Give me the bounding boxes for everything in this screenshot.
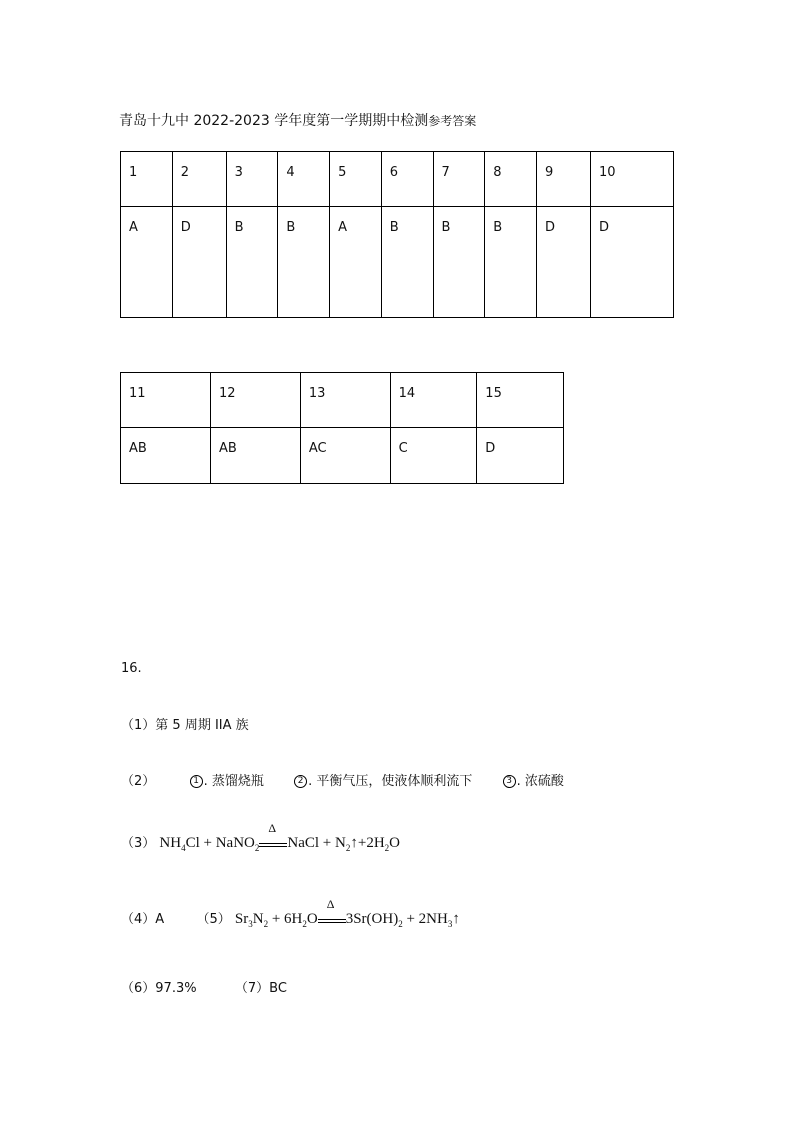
answer-cell: B [485, 207, 537, 318]
answer-row [121, 207, 674, 318]
answer-row [121, 428, 564, 484]
answer-16-part-6-7 [121, 977, 287, 996]
answer-cell: B [381, 207, 433, 318]
product: NaCl + N [287, 835, 346, 851]
question-number: 10 [591, 152, 674, 207]
answer-16-part-2 [121, 770, 564, 789]
subscript: 2 [345, 843, 351, 853]
sub-item-2 [294, 774, 472, 789]
title-suffix: 参考答案 [428, 114, 477, 128]
answer-cell: A [121, 207, 173, 318]
reactant: Cl + NaNO [185, 835, 255, 851]
subscript: 4 [181, 843, 186, 853]
answer-cell: C [390, 428, 477, 484]
question-number: 6 [381, 152, 433, 207]
question-number: 11 [121, 373, 211, 428]
answer-cell: B [433, 207, 485, 318]
circled-number-icon: 2 [294, 775, 307, 788]
part-text: BC [269, 981, 287, 996]
part-text: 97.3% [155, 981, 197, 996]
equation-3 [159, 820, 400, 853]
question-number: 5 [330, 152, 382, 207]
answer-cell: D [477, 428, 564, 484]
reactant: NH [159, 835, 182, 851]
delta-symbol: Δ [326, 896, 335, 911]
answer-table-2 [120, 372, 564, 484]
reactant: O [306, 911, 318, 927]
question-number: 8 [485, 152, 537, 207]
answer-cell: AC [300, 428, 390, 484]
subscript: 2 [254, 843, 260, 853]
document-title [119, 110, 476, 130]
part-label: （4） [121, 912, 156, 927]
reactant: N [252, 911, 264, 927]
part-label: （1） [121, 718, 156, 733]
answer-cell: B [278, 207, 330, 318]
reactant: + 6H [268, 911, 303, 927]
subscript: 2 [263, 919, 269, 929]
answer-16-part-3 [121, 820, 400, 853]
reactant: Sr [234, 911, 249, 927]
equation-5 [234, 896, 460, 929]
answer-cell: D [591, 207, 674, 318]
question-number: 4 [278, 152, 330, 207]
subscript: 2 [384, 843, 390, 853]
sub-item-3 [503, 774, 564, 789]
subscript: 2 [302, 919, 307, 929]
subscript: 3 [248, 919, 253, 929]
question-16-number: 16. [121, 661, 142, 676]
answer-cell: D [172, 207, 226, 318]
answer-table-1 [120, 151, 674, 318]
question-number-row [121, 152, 674, 207]
part-label: （7） [234, 981, 270, 996]
question-number: 7 [433, 152, 485, 207]
answer-cell: D [537, 207, 591, 318]
sub-item-text: . 平衡气压，使液体顺利流下 [308, 774, 473, 789]
heat-equals-sign [318, 896, 346, 929]
answer-16-part-1 [121, 714, 249, 733]
question-number: 3 [226, 152, 278, 207]
heat-equals-sign [259, 820, 287, 853]
part-text: A [155, 912, 165, 927]
product: 3Sr(OH) [345, 911, 399, 927]
question-number: 15 [477, 373, 564, 428]
product: ↑+2H [350, 835, 385, 851]
sub-item-text: . 浓硫酸 [516, 774, 564, 789]
subscript: 2 [398, 919, 403, 929]
part-label: （6） [121, 981, 156, 996]
part-label: （2） [121, 774, 156, 789]
sub-item-1 [190, 774, 264, 789]
answer-cell: AB [210, 428, 300, 484]
answer-cell: AB [121, 428, 211, 484]
circled-number-icon: 1 [190, 775, 203, 788]
part-label: （3） [121, 836, 156, 851]
product: + 2NH [402, 911, 448, 927]
circled-number-icon: 3 [503, 775, 516, 788]
part-label: （5） [196, 912, 231, 927]
question-number: 9 [537, 152, 591, 207]
title-main: 青岛十九中 2022-2023 学年度第一学期期中检测 [119, 113, 429, 129]
question-number-row [121, 373, 564, 428]
question-number: 13 [300, 373, 390, 428]
product: O [389, 835, 400, 851]
question-number: 14 [390, 373, 477, 428]
part-text: 第 5 周期 IIA 族 [155, 718, 249, 733]
delta-symbol: Δ [268, 820, 277, 835]
answer-16-part-4-5 [121, 896, 460, 929]
question-number: 1 [121, 152, 173, 207]
answer-cell: B [226, 207, 278, 318]
subscript: 3 [447, 919, 453, 929]
question-number: 12 [210, 373, 300, 428]
answer-cell: A [330, 207, 382, 318]
question-number: 2 [172, 152, 226, 207]
sub-item-text: . 蒸馏烧瓶 [203, 774, 264, 789]
product: ↑ [452, 911, 460, 927]
